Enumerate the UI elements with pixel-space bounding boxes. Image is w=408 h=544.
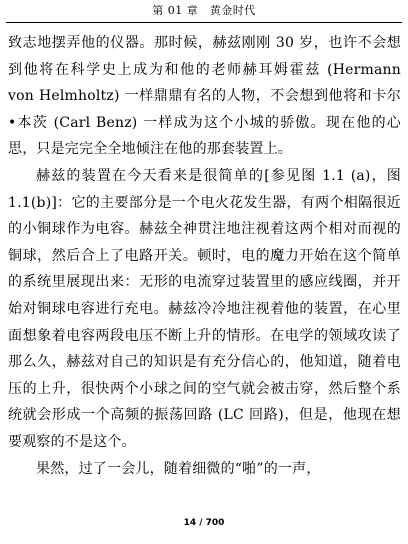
- paragraph-hertz-apparatus: 赫兹的装置在今天看来是很简单的[参见图 1.1 (a)，图 1.1(b)]：它的主要部分是一个电火花发生器，有两个相隔很近的小铜球作为电容。赫兹全神贯注地注视着这两个相对而视的铜球，然后合上了电路开关。顿时，电的魔力开始在这个简单的系统里展现出来：无形的电流穿过装置里的感应线圈，并开始对铜球电容进行充电。赫兹冷冷地注视着他的装置，在心里面想象着电容两段电压不断上升的情形。在电学的领域攻读了那么久，赫兹对自己的知识是有充分信心的，他知道，随着电压的上升，很快两个小球之间的空气就会被击穿，然后整个系统就会形成一个高频的振荡回路 (LC 回路)，但是，他现在想要观察的不是这个。: [8, 167, 401, 450]
- header-divider: [6, 22, 402, 23]
- page-body: [8, 30, 401, 482]
- page-counter: 14 / 700: [183, 518, 225, 528]
- chapter-header: 第 01 章 黄金时代: [152, 4, 256, 17]
- paragraph-spark: 果然，过了一会儿，随着细微的“啪”的一声，: [36, 460, 321, 477]
- paragraph-continued: 致志地摆弄他的仪器。那时候，赫兹刚刚 30 岁，也许不会想到他将在科学史上成为和他的老师赫耳姆霍兹 (Hermann von Helmholtz) 一样鼎鼎有名的人物，不会想到他将和卡尔•本茨 (Carl Benz) 一样成为这个小城的骄傲。现在他的心思，只是完完全全地倾注在他的那套装置上。: [8, 35, 401, 158]
